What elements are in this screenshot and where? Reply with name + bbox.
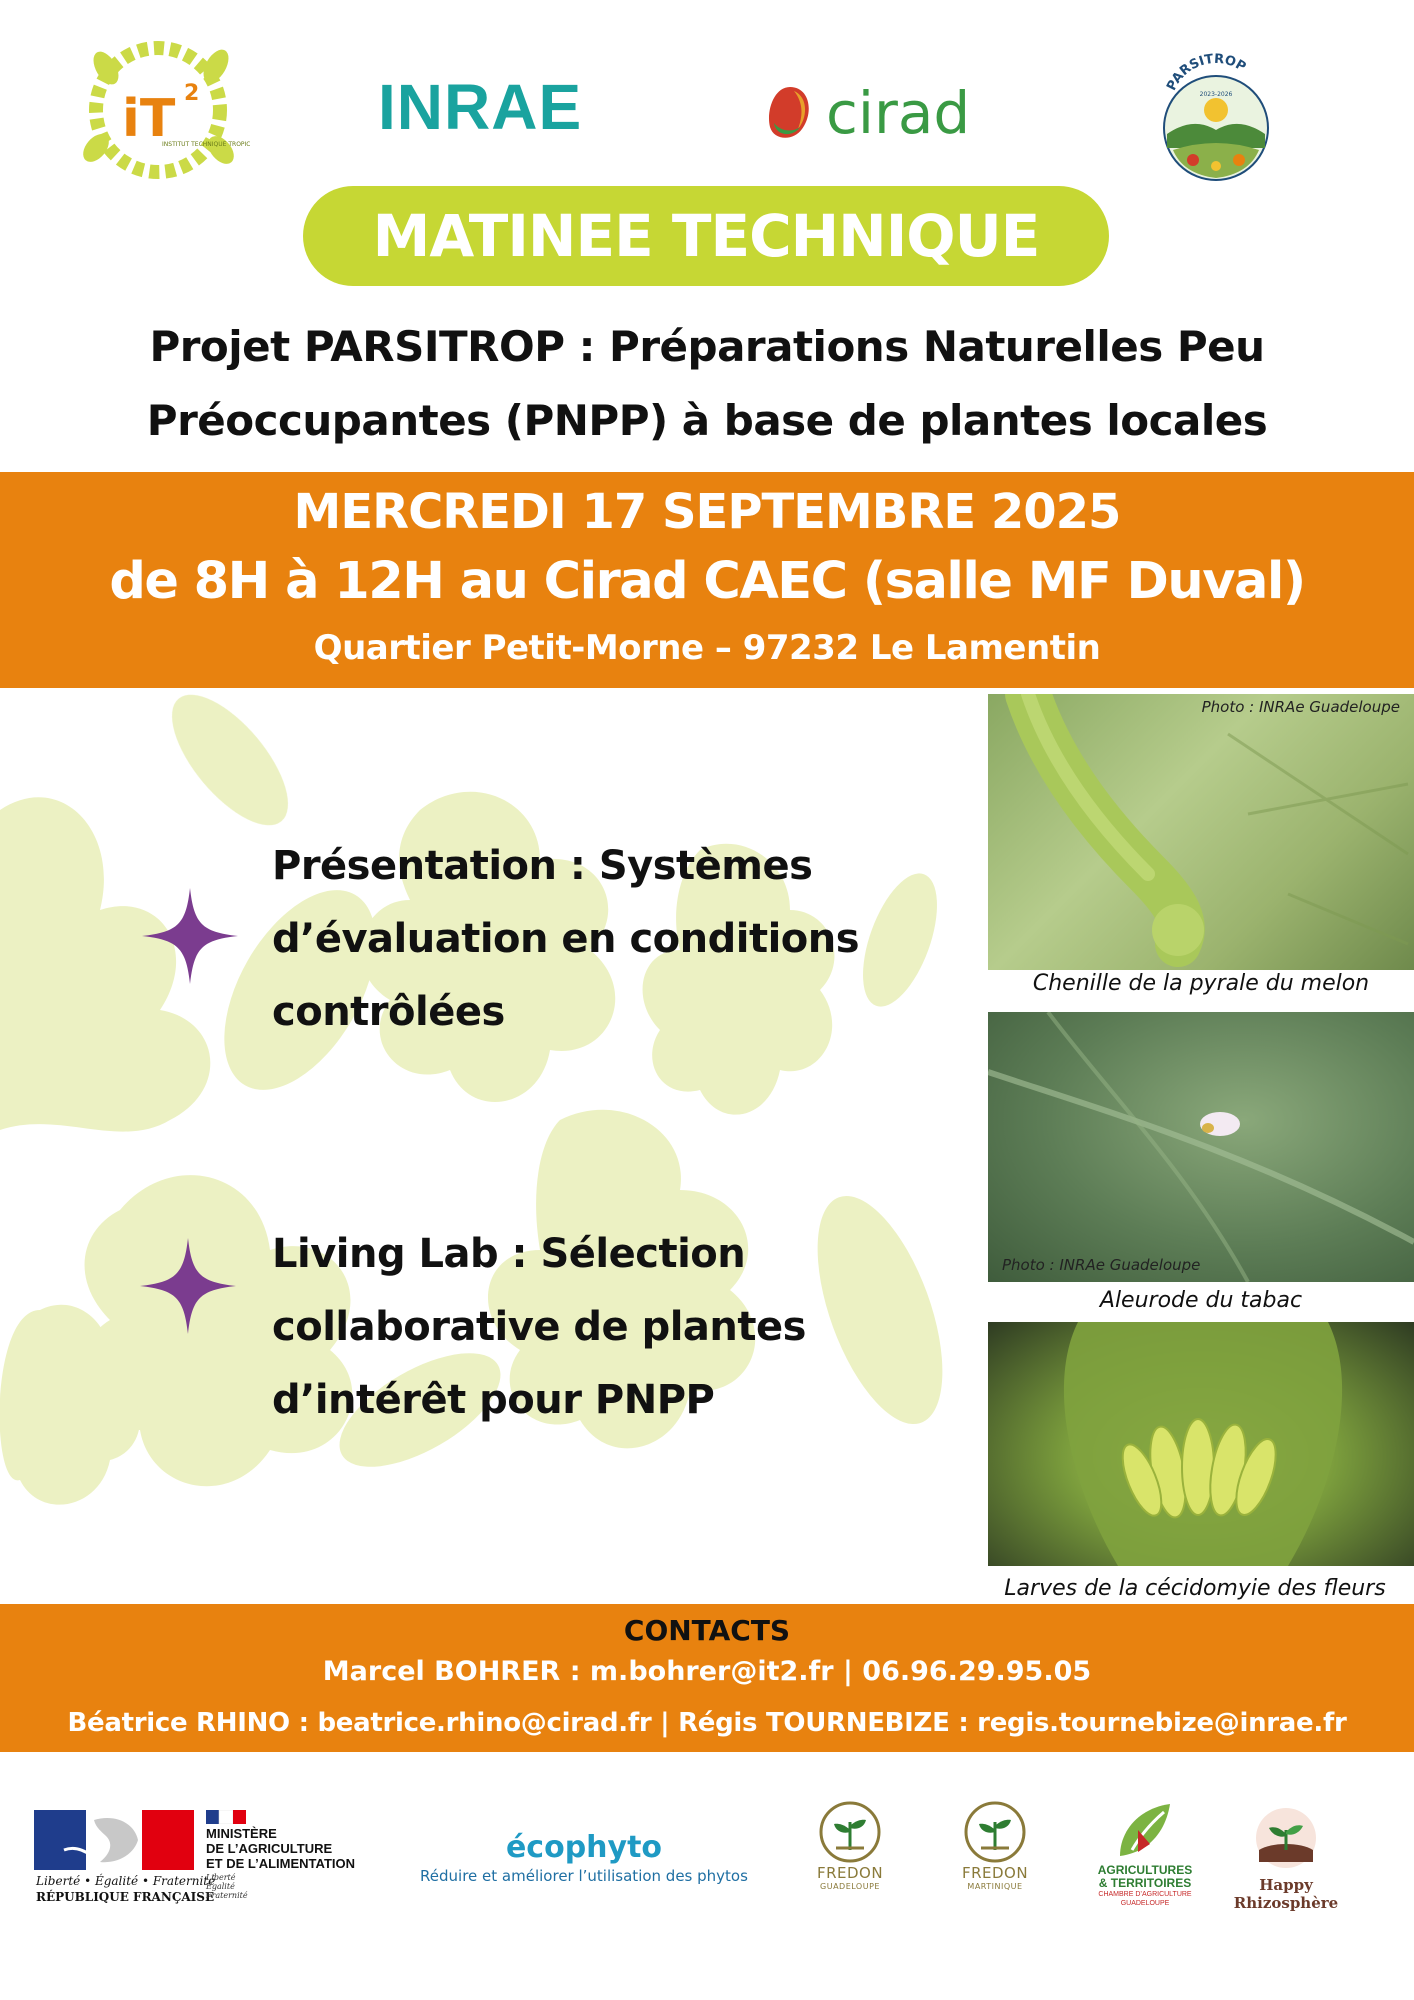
- agenda-item-presentation: [272, 830, 972, 1049]
- contact-line-rhino-tournebize: Béatrice RHINO : beatrice.rhino@cirad.fr | Régis TOURNEBIZE : regis.tournebize@inrae.fr: [67, 1708, 1347, 1738]
- event-address: Quartier Petit-Morne – 97232 Le Lamentin: [313, 628, 1101, 668]
- ecophyto-tagline: Réduire et améliorer l’utilisation des phytos: [420, 1867, 748, 1885]
- agenda-line: d’évaluation en conditions: [272, 916, 860, 962]
- whitefly-illustration: [988, 1012, 1414, 1282]
- ministere-devise: Liberté Égalité Fraternité: [206, 1873, 248, 1900]
- photo-whitefly: [988, 1012, 1414, 1282]
- fredon-plant-icon: [963, 1800, 1027, 1864]
- chambre-leaf-icon: [1110, 1800, 1180, 1860]
- svg-text:2: 2: [184, 81, 200, 106]
- rf-name: RÉPUBLIQUE FRANÇAISE: [36, 1890, 215, 1904]
- happy-rhizosphere-logo: [1208, 1806, 1364, 1912]
- ministere-logo: [206, 1810, 386, 1900]
- it2-logo: [66, 38, 250, 180]
- fredon-guadeloupe-logo: [800, 1800, 900, 1891]
- agenda-line: Présentation : Systèmes: [272, 843, 813, 889]
- rf-devise: Liberté • Égalité • Fraternité: [36, 1874, 216, 1888]
- agenda-line: d’intérêt pour PNPP: [272, 1377, 715, 1423]
- fredon-region: MARTINIQUE: [967, 1882, 1023, 1891]
- ministere-name: MINISTÈRE DE L’AGRICULTURE ET DE L’ALIMENTATION: [206, 1826, 356, 1871]
- fredon-martinique-logo: [945, 1800, 1045, 1891]
- parsitrop-logo: [1153, 38, 1279, 188]
- agenda-line: contrôlées: [272, 989, 505, 1035]
- contacts-band: [0, 1604, 1414, 1752]
- fredon-name: FREDON: [816, 1864, 884, 1882]
- subtitle: [20, 310, 1394, 458]
- contacts-heading: CONTACTS: [623, 1614, 791, 1647]
- title-banner: [303, 186, 1109, 286]
- svg-text:INSTITUT TECHNIQUE TROPICAL: INSTITUT TECHNIQUE TROPICAL: [162, 141, 250, 148]
- photo-credit: Photo : INRAe Guadeloupe: [1002, 1256, 1201, 1274]
- caterpillar-illustration: [988, 694, 1414, 970]
- chambre-name-line1: AGRICULTURES: [1097, 1863, 1193, 1877]
- photo-caterpillar: [988, 694, 1414, 970]
- svg-text:PARSITROP: PARSITROP: [1164, 51, 1249, 94]
- sparkle-icon: [140, 1238, 236, 1334]
- photo-caption: Larves de la cécidomyie des fleurs: [1004, 1576, 1386, 1601]
- sprout-icon: [1251, 1806, 1321, 1870]
- larvae-illustration: [988, 1322, 1414, 1566]
- svg-text:2023-2026: 2023-2026: [1199, 91, 1233, 98]
- svg-text:iT: iT: [122, 89, 176, 149]
- cirad-logo: [764, 78, 970, 148]
- fredon-region: GUADELOUPE: [820, 1882, 880, 1891]
- agenda-line: collaborative de plantes: [272, 1304, 806, 1350]
- agenda-item-living-lab: [272, 1218, 972, 1437]
- cirad-bean-icon: [764, 83, 816, 143]
- ecophyto-wordmark: écophyto: [505, 1830, 663, 1865]
- cirad-wordmark: cirad: [826, 79, 971, 147]
- french-flag-icon: [206, 1810, 246, 1824]
- event-time-place: de 8H à 12H au Cirad CAEC (salle MF Duval): [109, 552, 1305, 611]
- photo-credit: Photo : INRAe Guadeloupe: [1201, 698, 1400, 716]
- foliage-background: [0, 690, 980, 1590]
- contact-line-bohrer: Marcel BOHRER : m.bohrer@it2.fr | 06.96.29.95.05: [322, 1656, 1092, 1687]
- event-info-band: [0, 472, 1414, 688]
- photo-midge-larvae: [988, 1322, 1414, 1566]
- agenda-line: Living Lab : Sélection: [272, 1231, 746, 1277]
- fredon-name: FREDON: [961, 1864, 1029, 1882]
- ecophyto-logo: [394, 1830, 774, 1885]
- republique-francaise-logo: [34, 1810, 384, 1906]
- subtitle-line-1: Projet PARSITROP : Préparations Naturelles Peu: [149, 322, 1265, 371]
- marianne-flag-icon: [34, 1810, 194, 1870]
- page-title: MATINEE TECHNIQUE: [372, 202, 1040, 270]
- inrae-logo: INRAE: [378, 71, 583, 143]
- fredon-plant-icon: [818, 1800, 882, 1864]
- event-date: MERCREDI 17 SEPTEMBRE 2025: [293, 484, 1121, 540]
- happy-rhizosphere-name: Happy Rhizosphère: [1233, 1876, 1339, 1912]
- chambre-agriculture-logo: [1090, 1800, 1200, 1908]
- chambre-name-line2: & TERRITOIRES: [1098, 1876, 1192, 1890]
- sparkle-icon: [142, 888, 238, 984]
- photo-caption: Aleurode du tabac: [1099, 1288, 1303, 1313]
- photo-caption: Chenille de la pyrale du melon: [1032, 971, 1370, 996]
- subtitle-line-2: Préoccupantes (PNPP) à base de plantes locales: [146, 396, 1268, 445]
- chambre-subtitle: CHAMBRE D’AGRICULTURE GUADELOUPE: [1098, 1891, 1192, 1907]
